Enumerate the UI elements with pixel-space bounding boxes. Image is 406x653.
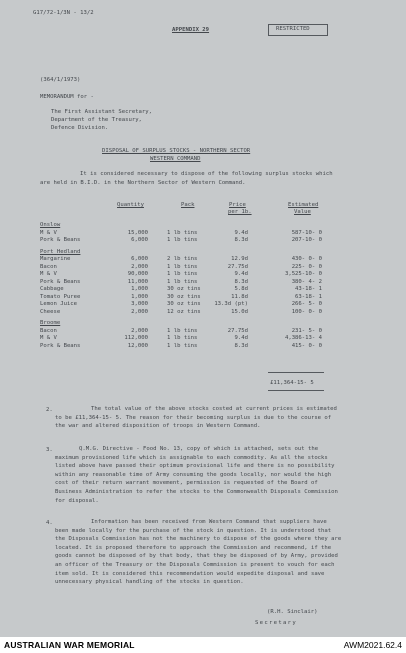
table-cell-price: 15.0d: [231, 308, 248, 315]
addressee-line-1: The First Assistant Secretary,: [51, 109, 153, 115]
table-cell-price: 9.4d: [234, 335, 248, 341]
col-pack: Pack: [181, 202, 195, 208]
table-cell-price: 27.75d: [227, 327, 248, 334]
table-cell-pack: 1 lb tins: [167, 271, 198, 277]
table-cell-price: 5.8d: [234, 286, 248, 292]
table-cell-value: 3,525-10- 0: [284, 271, 322, 277]
table-cell-qty: 1,000: [131, 293, 148, 300]
para-4-number: 4.: [46, 520, 53, 526]
signature-name: (R.H. Sinclair): [267, 609, 318, 615]
table-cell-value: 100- 0- 0: [291, 308, 322, 315]
table-cell-qty: 15,000: [127, 229, 148, 236]
table-cell-item: M & V: [40, 229, 57, 236]
section-title: Onslow: [40, 222, 61, 228]
table-cell-qty: 11,000: [127, 278, 148, 285]
table-cell-item: M & V: [40, 335, 57, 341]
section-title: Port Hedland: [40, 248, 81, 255]
addressee-line-2: Department of the Treasury,: [51, 117, 142, 123]
table-cell-value: 63-18- 1: [295, 293, 322, 300]
table-cell-pack: 1 lb tins: [167, 327, 198, 334]
table-cell-price: 27.75d: [227, 263, 248, 270]
table-cell-item: Bacon: [40, 263, 57, 270]
table-cell-item: Lemon Juice: [40, 301, 78, 307]
table-cell-item: Cheese: [40, 308, 61, 315]
table-cell-value: 380- 4- 2: [291, 278, 322, 285]
para-3-number: 3.: [46, 447, 53, 453]
table-cell-pack: 1 lb tins: [167, 263, 198, 270]
total-rule-bottom: [268, 390, 324, 391]
table-cell-item: Tomato Puree: [40, 293, 81, 300]
table-cell-item: Pork & Beans: [40, 278, 81, 285]
table-cell-pack: 30 oz tins: [167, 293, 201, 300]
table-cell-qty: 6,000: [131, 237, 148, 243]
table-cell-item: Margarine: [40, 256, 71, 262]
subject-line-1: DISPOSAL OF SURPLUS STOCKS - NORTHERN SECTOR: [102, 148, 251, 154]
table-cell-qty: 1,000: [131, 286, 148, 292]
col-value-sub: Value: [294, 209, 311, 215]
table-cell-price: 8.3d: [234, 278, 248, 285]
table-cell-qty: 90,000: [127, 271, 148, 277]
table-cell-pack: 1 lb tins: [167, 278, 198, 285]
table-cell-pack: 1 lb tins: [167, 237, 198, 243]
table-cell-value: 415- 0- 0: [291, 342, 322, 349]
para-3-text: Q.M.G. Directive - Food No. 13, copy of which is attached, sets out the maximum provisioned life which is assignable to each commodity. As all the stocks listed above have passed their optimum provisional life and there is no possibility within any reasonable time of Army consuming the goods locally, nor would the high cost of their return warrant movement, permission is requested of the Board of Business Administration to refer the stocks to the Commonwealth Disposals Commission for disposal.: [55, 446, 338, 504]
section-title: Broome: [40, 320, 61, 326]
table-cell-value: 4,386-13- 4: [284, 335, 322, 341]
memo-label: MEMORANDUM for -: [40, 94, 94, 100]
table-cell-pack: 1 lb tins: [167, 229, 198, 236]
table-cell-value: 207-10- 0: [291, 237, 322, 243]
table-cell-price: 9.4d: [234, 229, 248, 236]
para-2-number: 2.: [46, 407, 53, 413]
table-cell-value: 266- 5- 0: [291, 301, 322, 307]
table-cell-item: Bacon: [40, 327, 57, 334]
table-cell-price: 11.8d: [231, 293, 248, 300]
file-ref: (364/1/1973): [40, 77, 81, 83]
table-cell-value: 587-10- 0: [291, 229, 322, 236]
table-cell-pack: 12 oz tins: [167, 308, 201, 315]
table-cell-qty: 2,000: [131, 308, 148, 315]
table-cell-item: Cabbage: [40, 286, 64, 292]
table-cell-pack: 30 oz tins: [167, 301, 201, 307]
table-cell-qty: 112,000: [124, 335, 148, 341]
table-cell-pack: 1 lb tins: [167, 342, 198, 349]
table-cell-pack: 1 lb tins: [167, 335, 198, 341]
archive-footer: [0, 637, 406, 653]
para-4-text: Information has been received from Western Command that suppliers have been made locally for the purchase of the stock in question. It is understood that the Disposals Commission has not the machinery to dispose of the goods where they are located. It is proposed therefore to approach the Commission and recommend, if the goods cannot be disposed of by that body, that they be disposed of by Army, provided an officer of the Treasury or the Disposals Commission is present to vouch for each item sold. It is considered this recommendation would expedite disposal and save unnecessary physical handling of the stocks in question.: [55, 519, 342, 586]
table-cell-price: 12.9d: [231, 256, 248, 262]
intro-paragraph: It is considered necessary to dispose of the following surplus stocks which are held in B.I.D. in the Northern Sector of Western Command.: [40, 171, 333, 186]
para-2-text: The total value of the above stocks costed at current prices is estimated to be £11,364-15- 5. The reason for their becoming surplus is due to the course of the war and altered disposition of troops in Western Command.: [55, 406, 337, 430]
table-cell-qty: 3,000: [131, 301, 148, 307]
table-cell-pack: 30 oz tins: [167, 286, 201, 292]
table-cell-price: 8.3d: [234, 237, 248, 243]
table-cell-value: 225- 0- 0: [291, 263, 322, 270]
table-cell-item: M & V: [40, 271, 57, 277]
archive-name: AUSTRALIAN WAR MEMORIAL: [4, 640, 135, 650]
table-cell-price: 13.3d (pt): [214, 301, 248, 307]
table-cell-price: 9.4d: [234, 271, 248, 277]
table-cell-price: 8.3d: [234, 342, 248, 349]
table-cell-value: 231- 5- 0: [291, 327, 322, 334]
signature-title: Secretary: [255, 620, 298, 626]
addressee-line-3: Defence Division.: [51, 125, 109, 131]
header-ref: G17/72-1/3N - 13/2: [33, 10, 94, 16]
total-rule-top: [268, 372, 324, 373]
table-cell-qty: 2,000: [131, 263, 148, 270]
table-cell-qty: 2,000: [131, 327, 148, 334]
appendix-label: APPENDIX 29: [172, 27, 210, 33]
total-value: £11,364-15- 5: [270, 380, 314, 386]
table-cell-value: 43-18- 1: [295, 286, 322, 292]
classification-text: RESTRICTED: [276, 26, 310, 32]
table-cell-qty: 12,000: [127, 342, 148, 349]
table-cell-value: 430- 0- 0: [291, 256, 322, 262]
col-price-sub: per 1b.: [228, 209, 252, 215]
col-value: Estimated: [288, 202, 319, 208]
archive-id: AWM2021.62.4: [343, 640, 402, 650]
table-cell-qty: 6,000: [131, 256, 148, 262]
table-cell-pack: 2 lb tins: [167, 256, 198, 262]
table-cell-item: Pork & Beans: [40, 237, 81, 243]
col-quantity: Quantity: [117, 202, 144, 208]
subject-line-2: WESTERN COMMAND: [150, 156, 201, 162]
table-cell-item: Pork & Beans: [40, 342, 81, 349]
col-price: Price: [229, 202, 246, 208]
